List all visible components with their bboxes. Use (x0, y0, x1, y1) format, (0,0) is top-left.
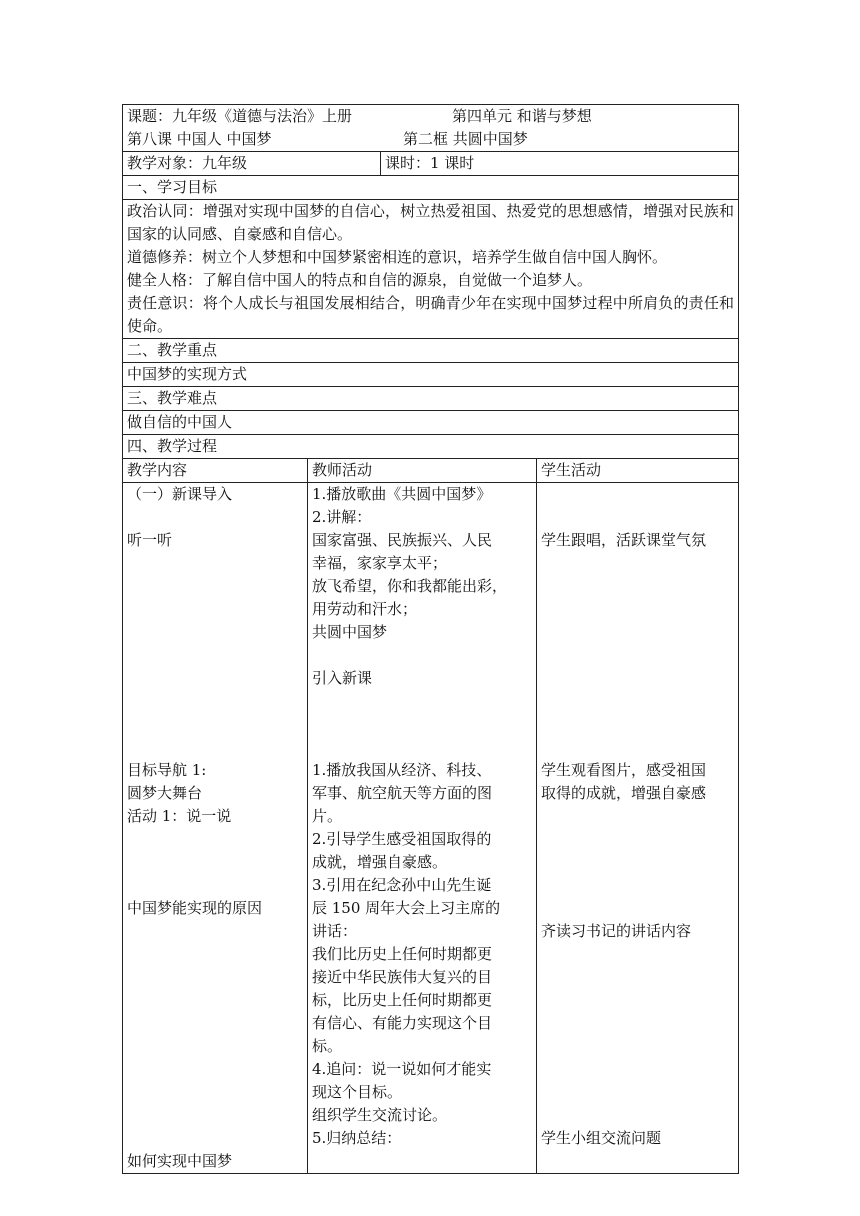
difficulty-title-row (123, 387, 739, 411)
process-header-row (123, 459, 739, 483)
content-line (127, 1058, 303, 1081)
teacher-line: 放飞希望，你和我都能出彩， (312, 577, 508, 595)
difficulty-content-row (123, 411, 739, 435)
column-header: 教学内容 (123, 459, 308, 483)
goals-title-row (123, 176, 739, 200)
content-line: 目标导航 1: (127, 761, 207, 779)
process-body-row (123, 483, 739, 1174)
content-line (127, 736, 303, 759)
teacher-line: 标，比历史上任何时期都更 (312, 991, 493, 1009)
section-title: 二、教学重点 (123, 339, 739, 363)
process-title-row (123, 435, 739, 459)
teacher-line (312, 644, 532, 667)
content-line: 听一听 (127, 531, 173, 549)
student-column (537, 483, 739, 1174)
content-line (127, 1035, 303, 1058)
student-line (541, 966, 734, 989)
student-line: 学生跟唱，活跃课堂气氛 (541, 531, 707, 549)
content-line: 活动 1：说一说 (127, 807, 232, 825)
teacher-line: 辰 150 周年大会上习主席的 (312, 899, 501, 917)
content-line (127, 966, 303, 989)
teacher-line: 5.归纳总结： (312, 1129, 402, 1147)
goals-row (123, 200, 739, 339)
student-line: 学生观看图片，感受祖国 (541, 761, 707, 779)
student-line (541, 851, 734, 874)
student-line (541, 805, 734, 828)
content-line: 中国梦能实现的原因 (127, 899, 263, 917)
content-line (127, 1104, 303, 1127)
student-line (541, 736, 734, 759)
teacher-line: 组织学生交流讨论。 (312, 1106, 448, 1124)
teacher-line: 片。 (312, 807, 343, 825)
section-title: 三、教学难点 (123, 387, 739, 411)
student-line (541, 1012, 734, 1035)
student-line (541, 483, 734, 506)
teacher-line: 国家富强、民族振兴、人民 (312, 531, 493, 549)
column-header: 教师活动 (308, 459, 537, 483)
student-line (541, 552, 734, 575)
content-line (127, 1081, 303, 1104)
teacher-line: 1.播放歌曲《共圆中国梦》 (312, 485, 492, 503)
key-title-row (123, 339, 739, 363)
content-line: 如何实现中国梦 (127, 1152, 233, 1170)
teacher-column (308, 483, 537, 1174)
teacher-line (312, 713, 532, 736)
title-cell (123, 105, 739, 152)
student-line (541, 506, 734, 529)
student-line (541, 690, 734, 713)
goal-political: 政治认同：增强对实现中国梦的自信心，树立热爱祖国、热爱党的思想感情，增强对民族和国家的认同感、自豪感和自信心。 (127, 202, 735, 243)
teacher-line: 引入新课 (312, 669, 373, 687)
student-line (541, 897, 734, 920)
student-line (541, 644, 734, 667)
teacher-line: 幸福，家家享太平； (312, 554, 448, 572)
content-line (127, 851, 303, 874)
content-line (127, 552, 303, 575)
content-line (127, 920, 303, 943)
teacher-line: 用劳动和汗水； (312, 600, 418, 618)
student-line (541, 713, 734, 736)
content-line (127, 1127, 303, 1150)
content-line (127, 989, 303, 1012)
student-line: 齐读习书记的讲话内容 (541, 922, 692, 940)
teacher-line: 标。 (312, 1037, 343, 1055)
section-content: 做自信的中国人 (123, 411, 739, 435)
teacher-line: 2.讲解： (312, 508, 372, 526)
section-title: 四、教学过程 (123, 435, 739, 459)
student-line (541, 874, 734, 897)
course-title: 课题：九年级《道德与法治》上册 (127, 107, 353, 125)
section-content: 中国梦的实现方式 (123, 363, 739, 387)
content-line (127, 667, 303, 690)
key-content-row (123, 363, 739, 387)
lesson-plan-table (122, 104, 739, 1174)
teacher-line: 共圆中国梦 (312, 623, 388, 641)
student-line: 取得的成就，增强自豪感 (541, 784, 707, 802)
student-line (541, 1104, 734, 1127)
teacher-line: 1.播放我国从经济、科技、 (312, 761, 492, 779)
student-line (541, 1081, 734, 1104)
unit-title: 第四单元 和谐与梦想 (452, 107, 592, 125)
student-line: 学生小组交流问题 (541, 1129, 662, 1147)
goal-moral: 道德修养：树立个人梦想和中国梦紧密相连的意识，培养学生做自信中国人胸怀。 (127, 248, 668, 266)
column-header: 学生活动 (537, 459, 739, 483)
student-line (541, 1035, 734, 1058)
student-line (541, 828, 734, 851)
content-line (127, 713, 303, 736)
lesson-title: 第八课 中国人 中国梦 (127, 130, 272, 148)
content-line (127, 598, 303, 621)
teacher-line: 有信心、有能力实现这个目 (312, 1014, 493, 1032)
meta-row (123, 152, 739, 176)
teacher-line: 我们比历史上任何时期都更 (312, 945, 493, 963)
teacher-line: 讲话： (312, 922, 358, 940)
student-line (541, 943, 734, 966)
teacher-line: 3.引用在纪念孙中山先生诞 (312, 876, 492, 894)
title-row (123, 105, 739, 152)
content-line (127, 506, 303, 529)
content-line (127, 943, 303, 966)
section-title: 一、学习目标 (123, 176, 739, 200)
content-line (127, 575, 303, 598)
teacher-line: 成就，增强自豪感。 (312, 853, 448, 871)
content-line: （一）新课导入 (127, 485, 233, 503)
teacher-line (312, 690, 532, 713)
teacher-line: 军事、航空航天等方面的图 (312, 784, 493, 802)
content-line (127, 1012, 303, 1035)
goal-personality: 健全人格：了解自信中国人的特点和自信的源泉，自觉做一个追梦人。 (127, 271, 593, 289)
content-line (127, 828, 303, 851)
frame-title: 第二框 共圆中国梦 (403, 130, 528, 148)
content-line (127, 644, 303, 667)
teaching-target: 教学对象：九年级 (123, 152, 381, 176)
goal-responsibility: 责任意识：将个人成长与祖国发展相结合，明确青少年在实现中国梦过程中所肩负的责任和使命。 (127, 294, 735, 335)
content-line (127, 690, 303, 713)
goals-cell (123, 200, 739, 339)
student-line (541, 575, 734, 598)
teacher-line: 2.引导学生感受祖国取得的 (312, 830, 492, 848)
teacher-line: 4.追问：说一说如何才能实 (312, 1060, 492, 1078)
teacher-line: 接近中华民族伟大复兴的目 (312, 968, 493, 986)
student-line (541, 598, 734, 621)
teacher-line (312, 736, 532, 759)
content-column (123, 483, 308, 1174)
content-line: 圆梦大舞台 (127, 784, 203, 802)
student-line (541, 989, 734, 1012)
content-line (127, 874, 303, 897)
student-line (541, 667, 734, 690)
student-line (541, 1058, 734, 1081)
student-line (541, 621, 734, 644)
class-hours: 课时：1 课时 (381, 152, 739, 176)
teacher-line: 现这个目标。 (312, 1083, 403, 1101)
content-line (127, 621, 303, 644)
